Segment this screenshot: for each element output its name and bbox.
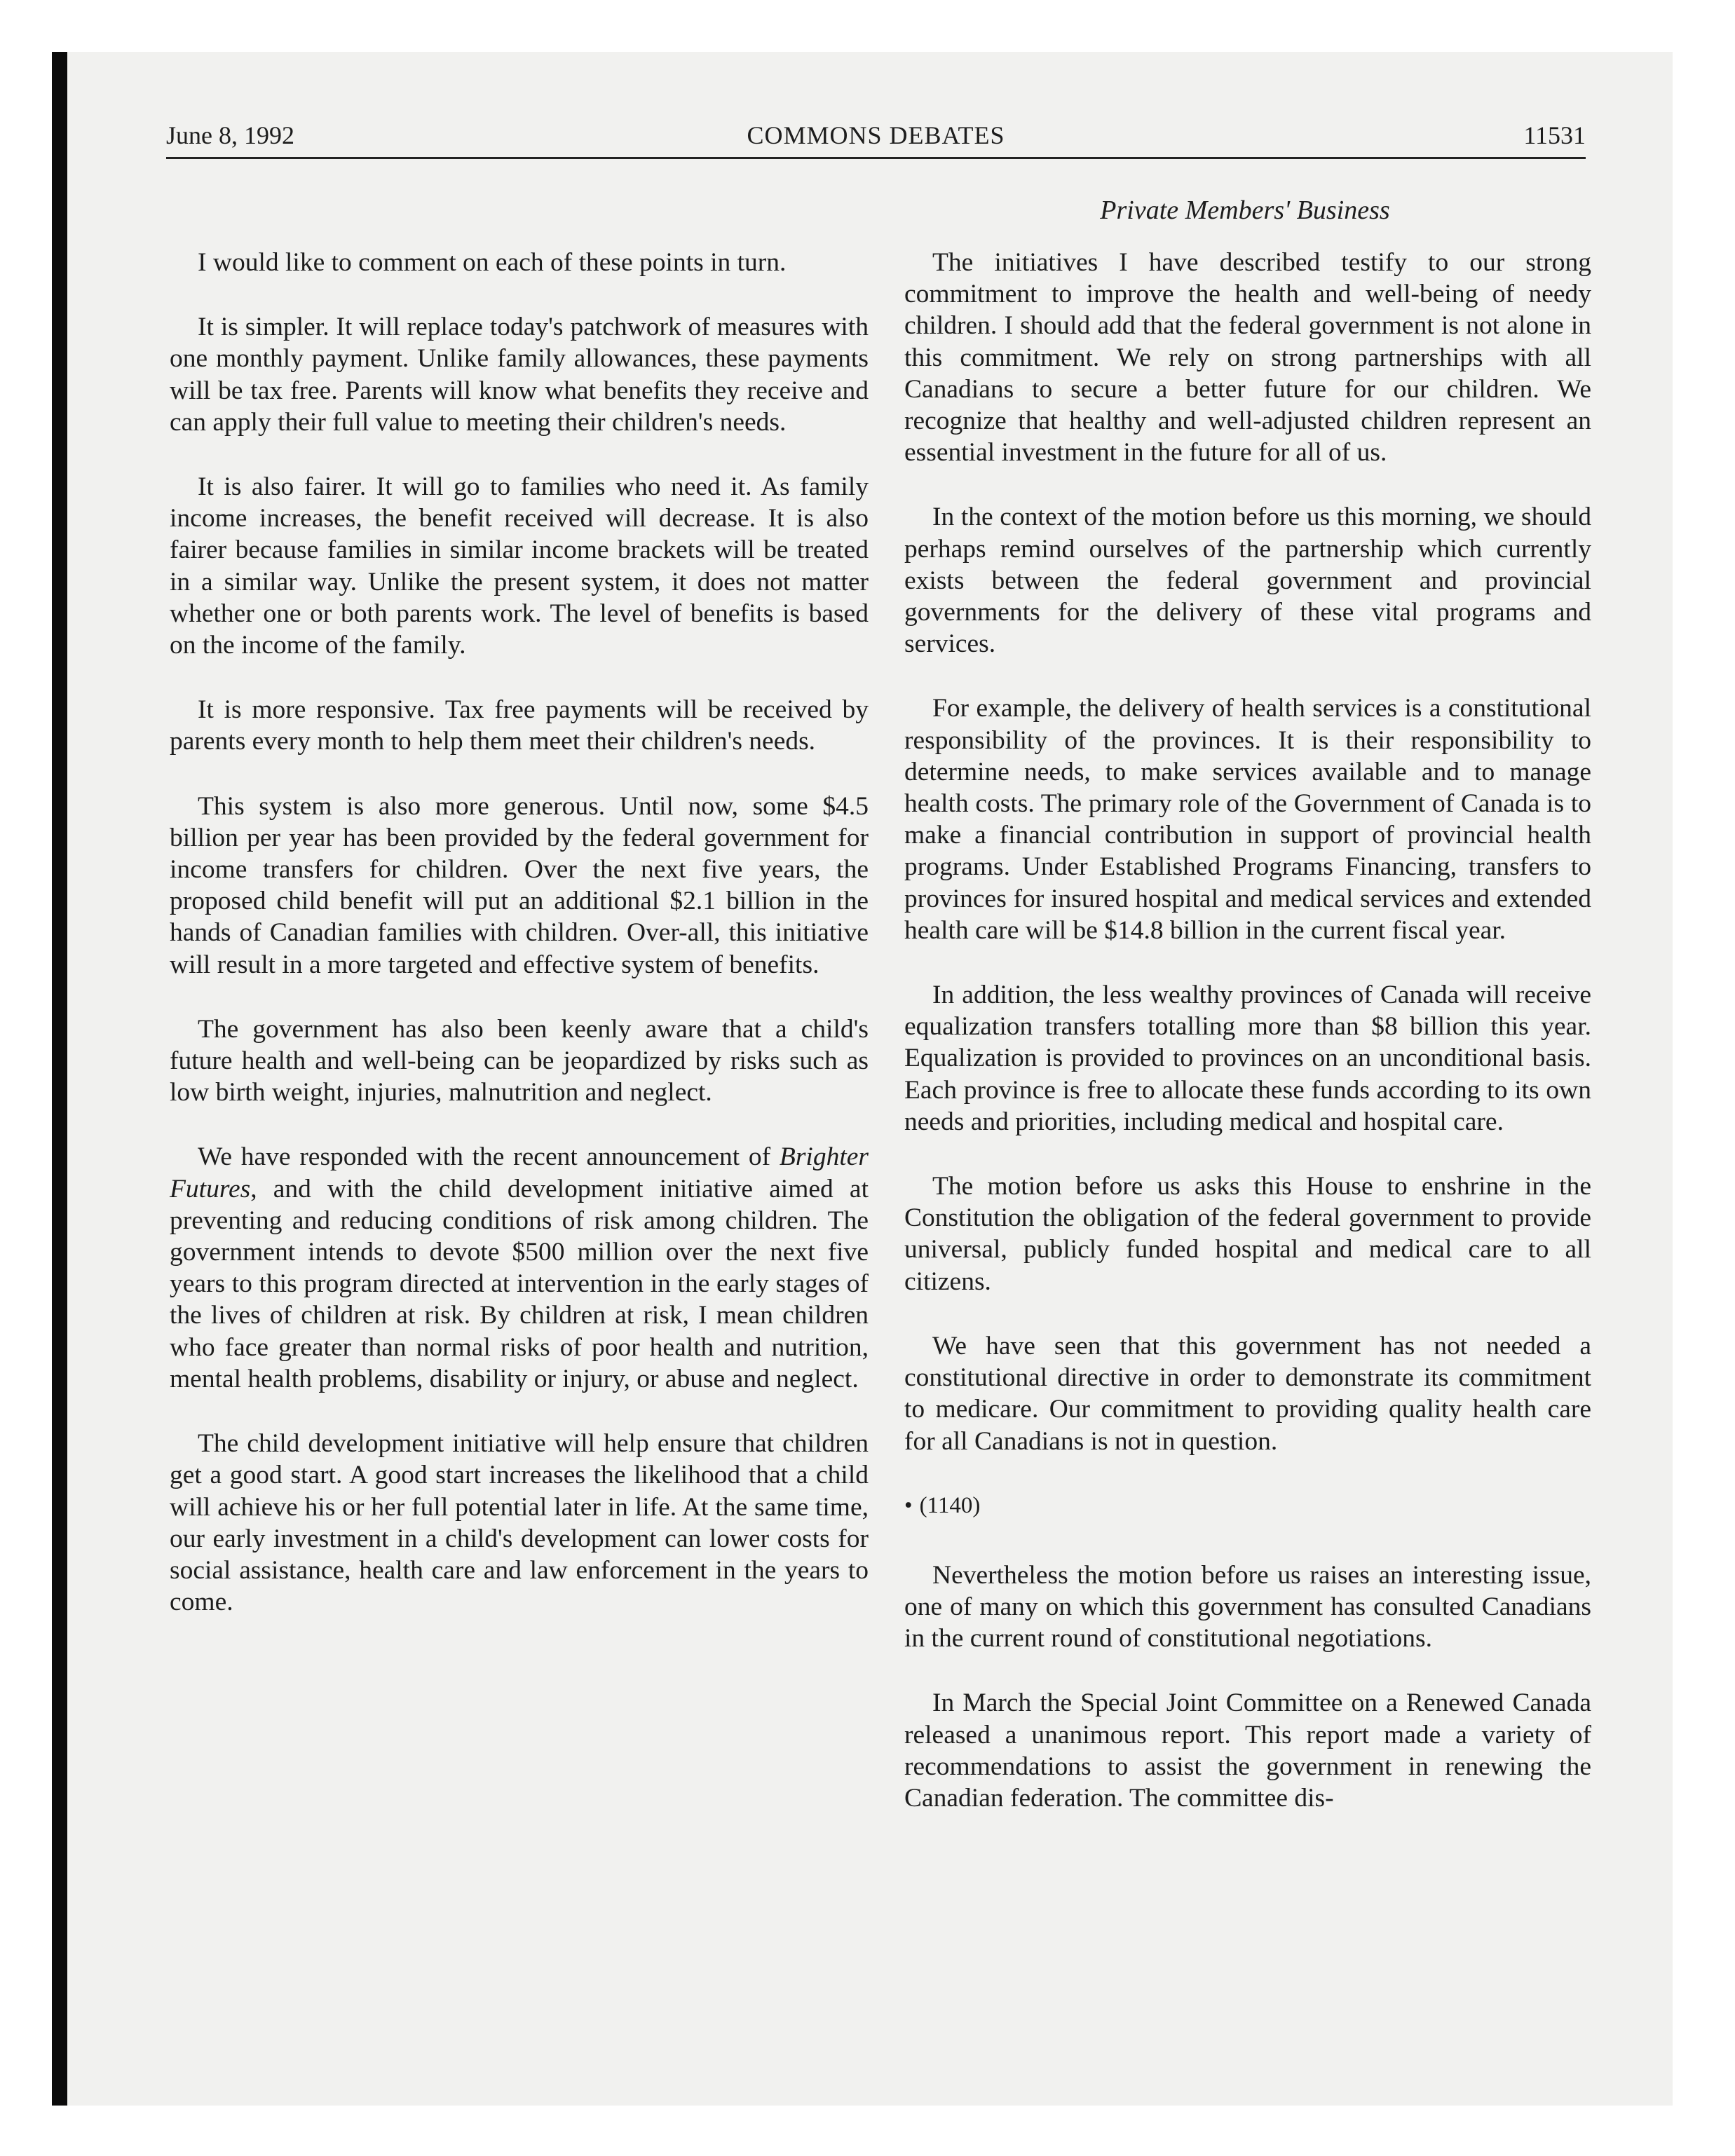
right-column — [904, 247, 1591, 1814]
paragraph: Nevertheless the motion before us raises an interesting issue, one of many on which this government has consulted Canadians in the current round of constitutional negotiations. — [904, 1560, 1591, 1653]
paragraph: The motion before us asks this House to enshrine in the Constitution the obligation of the federal government to provide universal, publicly funded hospital and medical care to all citizens. — [904, 1172, 1591, 1296]
scan-edge — [52, 52, 67, 2106]
paragraph-text: We have responded with the recent announcement of — [198, 1142, 780, 1172]
header-page-number: 11531 — [1523, 121, 1586, 149]
time-marker-text: (1140) — [919, 1492, 981, 1518]
paragraph: The child development initiative will help ensure that children get a good start. A good start increases the likelihood that a child will achieve his or her full potential later in life. At the same time, our early investment in a child's development can lower costs for social assistance, health care and law enforcement in the years to come. — [170, 1429, 869, 1617]
paragraph: We have seen that this government has not needed a constitutional directive in order to demonstrate its commitment to medicare. Our commitment to providing quality health care for all Canadians is not in question. — [904, 1331, 1591, 1456]
time-marker — [904, 1490, 1591, 1521]
section-heading: Private Members' Business — [1100, 196, 1390, 225]
paragraph: In addition, the less wealthy provinces of Canada will receive equalization transfers totalling more than $8 billion this year. Equalization is provided to provinces on an unconditional basis. Each province is free to allocate these funds according to its own needs and priorities, including medical and hospital care. — [904, 981, 1591, 1136]
bullet-icon: • — [904, 1492, 913, 1518]
paragraph: In the context of the motion before us this morning, we should perhaps remind ourselves of the partnership which currently exists between the federal government and provincial governments for the delivery of these vital programs and services. — [904, 503, 1591, 659]
left-column — [170, 247, 869, 1618]
paragraph: It is more responsive. Tax free payments will be received by parents every month to help them meet their children's needs. — [170, 695, 869, 756]
header-title: COMMONS DEBATES — [747, 121, 1005, 149]
paragraph: It is simpler. It will replace today's patchwork of measures with one monthly payment. Unlike family allowances, these payments will be tax free. Parents will know what benefits they receive and can apply their full value to meeting their children's needs. — [170, 313, 869, 437]
paragraph: The government has also been keenly aware that a child's future health and well-being can be jeopardized by risks such as low birth weight, injuries, malnutrition and neglect. — [170, 1014, 869, 1107]
paragraph-text: , and with the child development initiative aimed at preventing and reducing conditions of risk among children. The government intends to devote $500 million over the next five years to this program directed at intervention in the early stages of the lives of children at risk. By children at risk, I mean children who face greater than normal risks of poor health and nutrition, mental health problems, disability or injury, or abuse and neglect. — [170, 1174, 869, 1393]
header-date: June 8, 1992 — [166, 121, 294, 149]
paragraph: In March the Special Joint Committee on a Renewed Canada released a unanimous report. This report made a variety of recommendations to assist the government in renewing the Canadian federation. The committee dis- — [904, 1688, 1591, 1813]
paragraph-brighter-futures — [170, 1141, 869, 1395]
paragraph: The initiatives I have described testify to our strong commitment to improve the health and well-being of needy children. I should add that the federal government is not alone in this commitment. We rely on strong partnerships with all Canadians to secure a better future for our children. We recognize that healthy and well-adjusted children represent an essential investment in the future for all of us. — [904, 248, 1591, 468]
paragraph: For example, the delivery of health services is a constitutional responsibility of the provinces. It is their responsibility to determine needs, to make services available and to manage health costs. The primary role of the Government of Canada is to make a financial contribution in support of provincial health programs. Under Established Programs Financing, transfers to provinces for insured hospital and medical services and extended health care will be $14.8 billion in the current fiscal year. — [904, 694, 1591, 945]
paragraph: It is also fairer. It will go to families who need it. As family income increases, the benefit received will decrease. It is also fairer because families in similar income brackets will be treated in a similar way. Unlike the present system, it does not matter whether one or both parents work. The level of benefits is based on the income of the family. — [170, 472, 869, 660]
running-header — [166, 118, 1586, 159]
paragraph: I would like to comment on each of these points in turn. — [198, 248, 787, 277]
program-name: Brighter Futures — [170, 1142, 869, 1203]
paragraph: This system is also more generous. Until now, some $4.5 billion per year has been provided by the federal government for income transfers for children. Over the next five years, the proposed child benefit will put an additional $2.1 billion in the hands of Canadian families with children. Over-all, this initiative will result in a more targeted and effective system of benefits. — [170, 791, 869, 979]
